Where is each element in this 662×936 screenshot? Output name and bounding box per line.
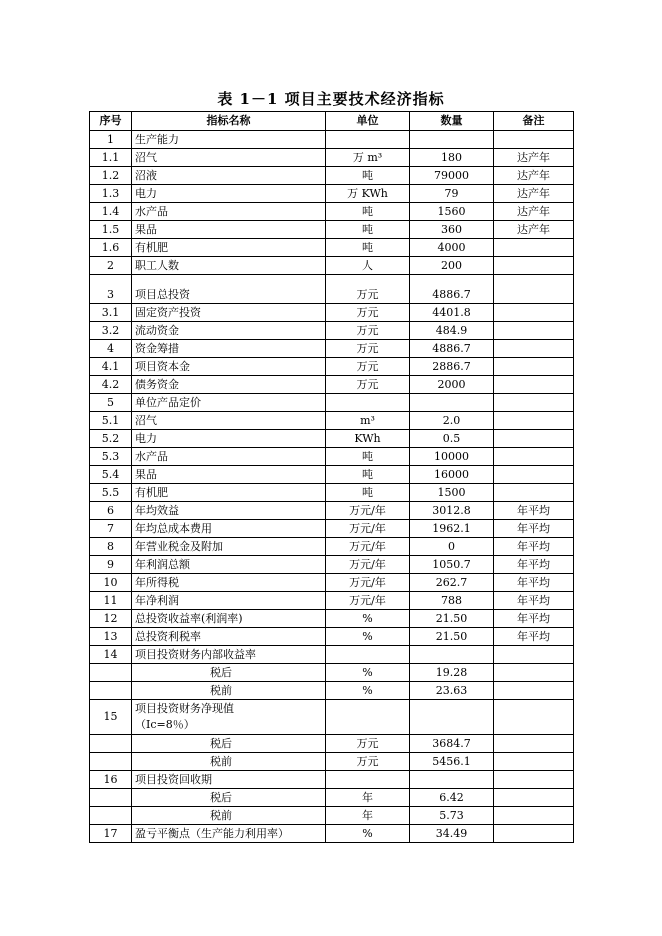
cell-name: 果品 [132, 221, 326, 239]
cell-note [494, 466, 574, 484]
cell-name: 年营业税金及附加 [132, 538, 326, 556]
table-row [90, 538, 574, 556]
cell-name: 水产品 [132, 203, 326, 221]
cell-name: 税后 [132, 664, 326, 682]
cell-qty: 1500 [410, 484, 494, 502]
cell-qty [410, 771, 494, 789]
cell-name: 总投资收益率(利润率) [132, 610, 326, 628]
table-row [90, 700, 574, 735]
cell-qty: 2.0 [410, 412, 494, 430]
cell-no: 5.4 [90, 466, 132, 484]
cell-name: 有机肥 [132, 484, 326, 502]
table-row [90, 592, 574, 610]
cell-note [494, 340, 574, 358]
header-qty: 数量 [410, 112, 494, 131]
cell-no: 5.1 [90, 412, 132, 430]
table-row [90, 682, 574, 700]
cell-unit: 万元 [326, 735, 410, 753]
cell-no: 3 [90, 275, 132, 304]
table-row [90, 502, 574, 520]
cell-note: 年平均 [494, 592, 574, 610]
table-row [90, 221, 574, 239]
cell-note [494, 322, 574, 340]
cell-name [132, 700, 326, 735]
cell-qty: 4886.7 [410, 340, 494, 358]
cell-qty: 34.49 [410, 825, 494, 843]
cell-no: 9 [90, 556, 132, 574]
cell-qty: 79 [410, 185, 494, 203]
cell-name: 沼液 [132, 167, 326, 185]
cell-note: 达产年 [494, 221, 574, 239]
table-row [90, 394, 574, 412]
table-row [90, 789, 574, 807]
cell-note [494, 376, 574, 394]
cell-no: 1 [90, 131, 132, 149]
cell-no: 7 [90, 520, 132, 538]
cell-unit: 万元/年 [326, 502, 410, 520]
table-row [90, 185, 574, 203]
table-row [90, 753, 574, 771]
cell-note: 年平均 [494, 610, 574, 628]
cell-qty: 4000 [410, 239, 494, 257]
cell-qty: 0 [410, 538, 494, 556]
cell-note: 年平均 [494, 520, 574, 538]
table-row [90, 466, 574, 484]
header-name: 指标名称 [132, 112, 326, 131]
cell-note [494, 646, 574, 664]
cell-name: 水产品 [132, 448, 326, 466]
cell-note: 达产年 [494, 203, 574, 221]
cell-name: 沼气 [132, 149, 326, 167]
table-row [90, 646, 574, 664]
cell-no: 4.1 [90, 358, 132, 376]
cell-unit: 万元 [326, 358, 410, 376]
cell-no: 4.2 [90, 376, 132, 394]
cell-no: 1.1 [90, 149, 132, 167]
cell-unit: KWh [326, 430, 410, 448]
cell-qty: 21.50 [410, 628, 494, 646]
cell-unit: % [326, 682, 410, 700]
cell-no [90, 735, 132, 753]
cell-qty: 484.9 [410, 322, 494, 340]
cell-name: 单位产品定价 [132, 394, 326, 412]
cell-no: 1.2 [90, 167, 132, 185]
table-row [90, 167, 574, 185]
cell-note: 年平均 [494, 556, 574, 574]
cell-qty: 360 [410, 221, 494, 239]
cell-no: 3.2 [90, 322, 132, 340]
cell-unit: 万 KWh [326, 185, 410, 203]
cell-name: 税前 [132, 807, 326, 825]
table-row [90, 322, 574, 340]
cell-no: 4 [90, 340, 132, 358]
table-row [90, 448, 574, 466]
cell-qty: 4886.7 [410, 275, 494, 304]
cell-unit [326, 771, 410, 789]
cell-unit: 万元/年 [326, 574, 410, 592]
cell-unit: 万元 [326, 340, 410, 358]
cell-no: 1.4 [90, 203, 132, 221]
cell-no: 12 [90, 610, 132, 628]
cell-no: 2 [90, 257, 132, 275]
cell-qty: 5.73 [410, 807, 494, 825]
cell-note [494, 239, 574, 257]
table-row [90, 412, 574, 430]
cell-no: 1.5 [90, 221, 132, 239]
cell-note [494, 484, 574, 502]
cell-note [494, 825, 574, 843]
cell-note [494, 664, 574, 682]
cell-note [494, 275, 574, 304]
cell-note [494, 753, 574, 771]
table-title: 表 1－1 项目主要技术经济指标 [217, 90, 445, 108]
cell-no [90, 682, 132, 700]
cell-name: 流动资金 [132, 322, 326, 340]
cell-unit [326, 700, 410, 735]
cell-no: 17 [90, 825, 132, 843]
cell-name: 盈亏平衡点（生产能力利用率） [132, 825, 326, 843]
cell-unit: m³ [326, 412, 410, 430]
table-row [90, 771, 574, 789]
cell-unit: 吨 [326, 466, 410, 484]
cell-qty: 0.5 [410, 430, 494, 448]
cell-unit: 万元/年 [326, 592, 410, 610]
cell-qty: 19.28 [410, 664, 494, 682]
cell-name-line2: （Ic=8％） [135, 718, 195, 731]
cell-note [494, 304, 574, 322]
cell-unit: 万元/年 [326, 556, 410, 574]
cell-no [90, 807, 132, 825]
cell-no: 5.5 [90, 484, 132, 502]
cell-name-line1: 项目投资财务净现值 [135, 702, 234, 715]
cell-qty: 5456.1 [410, 753, 494, 771]
cell-name: 项目投资财务内部收益率 [132, 646, 326, 664]
cell-no: 13 [90, 628, 132, 646]
cell-unit: 年 [326, 789, 410, 807]
cell-name: 项目资本金 [132, 358, 326, 376]
cell-qty: 2000 [410, 376, 494, 394]
cell-unit: 吨 [326, 167, 410, 185]
cell-no: 5.2 [90, 430, 132, 448]
cell-note [494, 771, 574, 789]
cell-note [494, 430, 574, 448]
cell-no: 10 [90, 574, 132, 592]
cell-unit: 吨 [326, 239, 410, 257]
table-row [90, 340, 574, 358]
cell-note [494, 682, 574, 700]
cell-name: 税后 [132, 735, 326, 753]
cell-qty: 1962.1 [410, 520, 494, 538]
table-row [90, 203, 574, 221]
cell-qty: 262.7 [410, 574, 494, 592]
cell-qty: 1050.7 [410, 556, 494, 574]
cell-name: 税前 [132, 682, 326, 700]
table-row [90, 430, 574, 448]
cell-unit: 万 m³ [326, 149, 410, 167]
cell-unit: 万元/年 [326, 520, 410, 538]
cell-note [494, 358, 574, 376]
cell-qty [410, 394, 494, 412]
table-row [90, 825, 574, 843]
cell-name: 项目投资回收期 [132, 771, 326, 789]
cell-no [90, 789, 132, 807]
cell-name: 有机肥 [132, 239, 326, 257]
cell-unit: % [326, 825, 410, 843]
cell-no: 5.3 [90, 448, 132, 466]
table-row [90, 304, 574, 322]
cell-note: 达产年 [494, 149, 574, 167]
cell-unit: 万元 [326, 275, 410, 304]
cell-note [494, 700, 574, 735]
cell-qty: 10000 [410, 448, 494, 466]
cell-name: 职工人数 [132, 257, 326, 275]
table-row [90, 807, 574, 825]
cell-unit: 万元 [326, 376, 410, 394]
cell-note: 年平均 [494, 538, 574, 556]
cell-unit: % [326, 610, 410, 628]
cell-qty: 16000 [410, 466, 494, 484]
cell-note: 年平均 [494, 502, 574, 520]
cell-unit: 吨 [326, 448, 410, 466]
cell-no: 8 [90, 538, 132, 556]
table-row [90, 376, 574, 394]
cell-name: 生产能力 [132, 131, 326, 149]
cell-name: 项目总投资 [132, 275, 326, 304]
cell-qty: 2886.7 [410, 358, 494, 376]
cell-no: 3.1 [90, 304, 132, 322]
cell-no: 1.6 [90, 239, 132, 257]
cell-qty: 3012.8 [410, 502, 494, 520]
table-row [90, 556, 574, 574]
cell-note: 达产年 [494, 167, 574, 185]
cell-unit: 吨 [326, 484, 410, 502]
cell-unit [326, 131, 410, 149]
cell-qty: 23.63 [410, 682, 494, 700]
cell-unit [326, 394, 410, 412]
cell-no: 11 [90, 592, 132, 610]
cell-name: 电力 [132, 185, 326, 203]
cell-no: 16 [90, 771, 132, 789]
cell-note [494, 807, 574, 825]
table-row [90, 257, 574, 275]
cell-note: 达产年 [494, 185, 574, 203]
table-body [90, 131, 574, 843]
cell-unit: 万元 [326, 322, 410, 340]
cell-note [494, 448, 574, 466]
cell-name: 税后 [132, 789, 326, 807]
cell-note [494, 394, 574, 412]
table-row [90, 628, 574, 646]
cell-note [494, 789, 574, 807]
cell-no: 1.3 [90, 185, 132, 203]
header-note: 备注 [494, 112, 574, 131]
cell-qty: 79000 [410, 167, 494, 185]
table-row [90, 664, 574, 682]
cell-note [494, 257, 574, 275]
cell-unit: 人 [326, 257, 410, 275]
cell-no: 6 [90, 502, 132, 520]
cell-qty: 4401.8 [410, 304, 494, 322]
cell-unit: % [326, 628, 410, 646]
table-row [90, 735, 574, 753]
cell-qty: 21.50 [410, 610, 494, 628]
table-row [90, 239, 574, 257]
cell-name: 总投资利税率 [132, 628, 326, 646]
cell-qty: 3684.7 [410, 735, 494, 753]
cell-name: 年均总成本费用 [132, 520, 326, 538]
cell-name: 债务资金 [132, 376, 326, 394]
cell-name: 税前 [132, 753, 326, 771]
cell-name: 固定资产投资 [132, 304, 326, 322]
table-row [90, 574, 574, 592]
cell-qty: 1560 [410, 203, 494, 221]
cell-name: 年净利润 [132, 592, 326, 610]
cell-qty: 788 [410, 592, 494, 610]
indicator-table [89, 111, 574, 843]
cell-unit [326, 646, 410, 664]
table-row [90, 520, 574, 538]
cell-no [90, 753, 132, 771]
table-row [90, 484, 574, 502]
table-row [90, 610, 574, 628]
header-no: 序号 [90, 112, 132, 131]
cell-note [494, 412, 574, 430]
cell-no: 14 [90, 646, 132, 664]
cell-name: 年均效益 [132, 502, 326, 520]
cell-note [494, 735, 574, 753]
cell-qty [410, 700, 494, 735]
cell-qty [410, 131, 494, 149]
cell-note [494, 131, 574, 149]
cell-no: 15 [90, 700, 132, 735]
cell-qty: 6.42 [410, 789, 494, 807]
cell-note: 年平均 [494, 628, 574, 646]
cell-no [90, 664, 132, 682]
cell-name: 果品 [132, 466, 326, 484]
cell-name: 资金筹措 [132, 340, 326, 358]
cell-unit: 年 [326, 807, 410, 825]
cell-unit: 万元 [326, 304, 410, 322]
cell-name: 电力 [132, 430, 326, 448]
header-unit: 单位 [326, 112, 410, 131]
cell-name: 年利润总额 [132, 556, 326, 574]
cell-qty: 200 [410, 257, 494, 275]
cell-name: 沼气 [132, 412, 326, 430]
cell-unit: 万元/年 [326, 538, 410, 556]
cell-qty: 180 [410, 149, 494, 167]
table-row [90, 149, 574, 167]
cell-unit: 吨 [326, 203, 410, 221]
cell-unit: 吨 [326, 221, 410, 239]
cell-name: 年所得税 [132, 574, 326, 592]
cell-no: 5 [90, 394, 132, 412]
cell-qty [410, 646, 494, 664]
cell-unit: % [326, 664, 410, 682]
table-row [90, 275, 574, 304]
header-row [90, 112, 574, 131]
cell-unit: 万元 [326, 753, 410, 771]
table-row [90, 131, 574, 149]
cell-note: 年平均 [494, 574, 574, 592]
table-row [90, 358, 574, 376]
